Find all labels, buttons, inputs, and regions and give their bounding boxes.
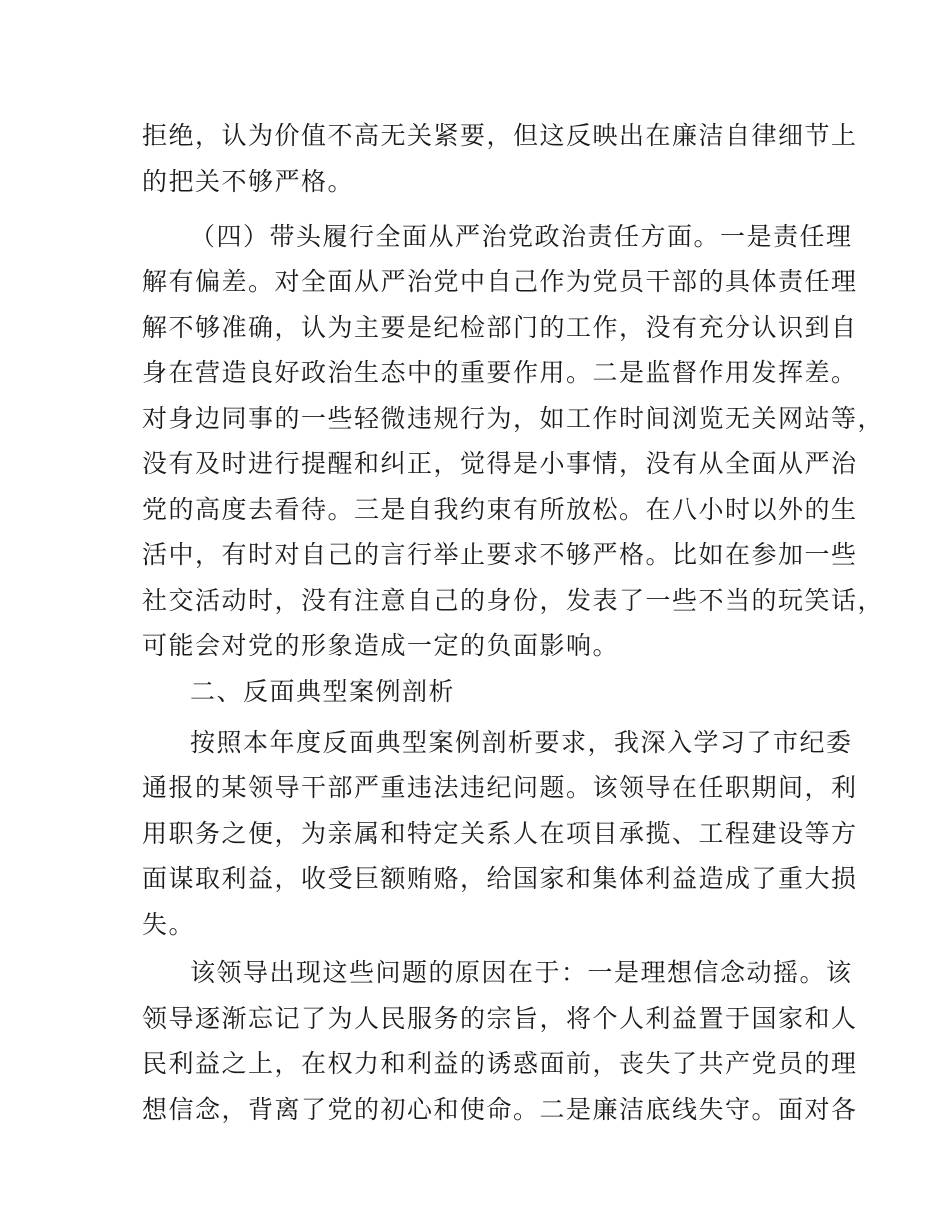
text-line: 社交活动时，没有注意自己的身份，发表了一些不当的玩笑话， xyxy=(142,586,885,615)
text-line: 解有偏差。对全面从严治党中自己作为党员干部的具体责任理 xyxy=(142,267,858,296)
text-line: 解不够准确，认为主要是纪检部门的工作，没有充分认识到自 xyxy=(142,313,858,342)
text-line: 身在营造良好政治生态中的重要作用。二是监督作用发挥差。 xyxy=(142,358,858,387)
text-line: 民利益之上，在权力和利益的诱惑面前，丧失了共产党员的理 xyxy=(142,1049,858,1078)
section-title: 二、反面典型案例剖析 xyxy=(190,677,456,706)
text-line: 想信念，背离了党的初心和使命。二是廉洁底线失守。面对各 xyxy=(142,1095,858,1124)
text-line: 的把关不够严格。 xyxy=(142,167,355,196)
text-line: 活中，有时对自己的言行举止要求不够严格。比如在参加一些 xyxy=(142,540,858,569)
text-line: 用职务之便，为亲属和特定关系人在项目承揽、工程建设等方 xyxy=(142,819,858,848)
text-line: 失。 xyxy=(142,910,196,939)
text-line: 领导逐渐忘记了为人民服务的宗旨，将个人利益置于国家和人 xyxy=(142,1004,858,1033)
text-line: 可能会对党的形象造成一定的负面影响。 xyxy=(142,631,620,660)
text-line: 面谋取利益，收受巨额贿赂，给国家和集体利益造成了重大损 xyxy=(142,864,858,893)
text-line: 拒绝，认为价值不高无关紧要，但这反映出在廉洁自律细节上 xyxy=(142,121,858,150)
text-line: 按照本年度反面典型案例剖析要求，我深入学习了市纪委 xyxy=(190,728,853,757)
text-line: 该领导出现这些问题的原因在于：一是理想信念动摇。该 xyxy=(190,958,853,987)
text-line: 党的高度去看待。三是自我约束有所放松。在八小时以外的生 xyxy=(142,495,858,524)
text-line: 对身边同事的一些轻微违规行为，如工作时间浏览无关网站等， xyxy=(142,404,885,433)
section-heading-line: （四）带头履行全面从严治党政治责任方面。一是责任理 xyxy=(190,222,853,251)
text-line: 通报的某领导干部严重违法违纪问题。该领导在任职期间，利 xyxy=(142,773,858,802)
text-line: 没有及时进行提醒和纠正，觉得是小事情，没有从全面从严治 xyxy=(142,449,858,478)
